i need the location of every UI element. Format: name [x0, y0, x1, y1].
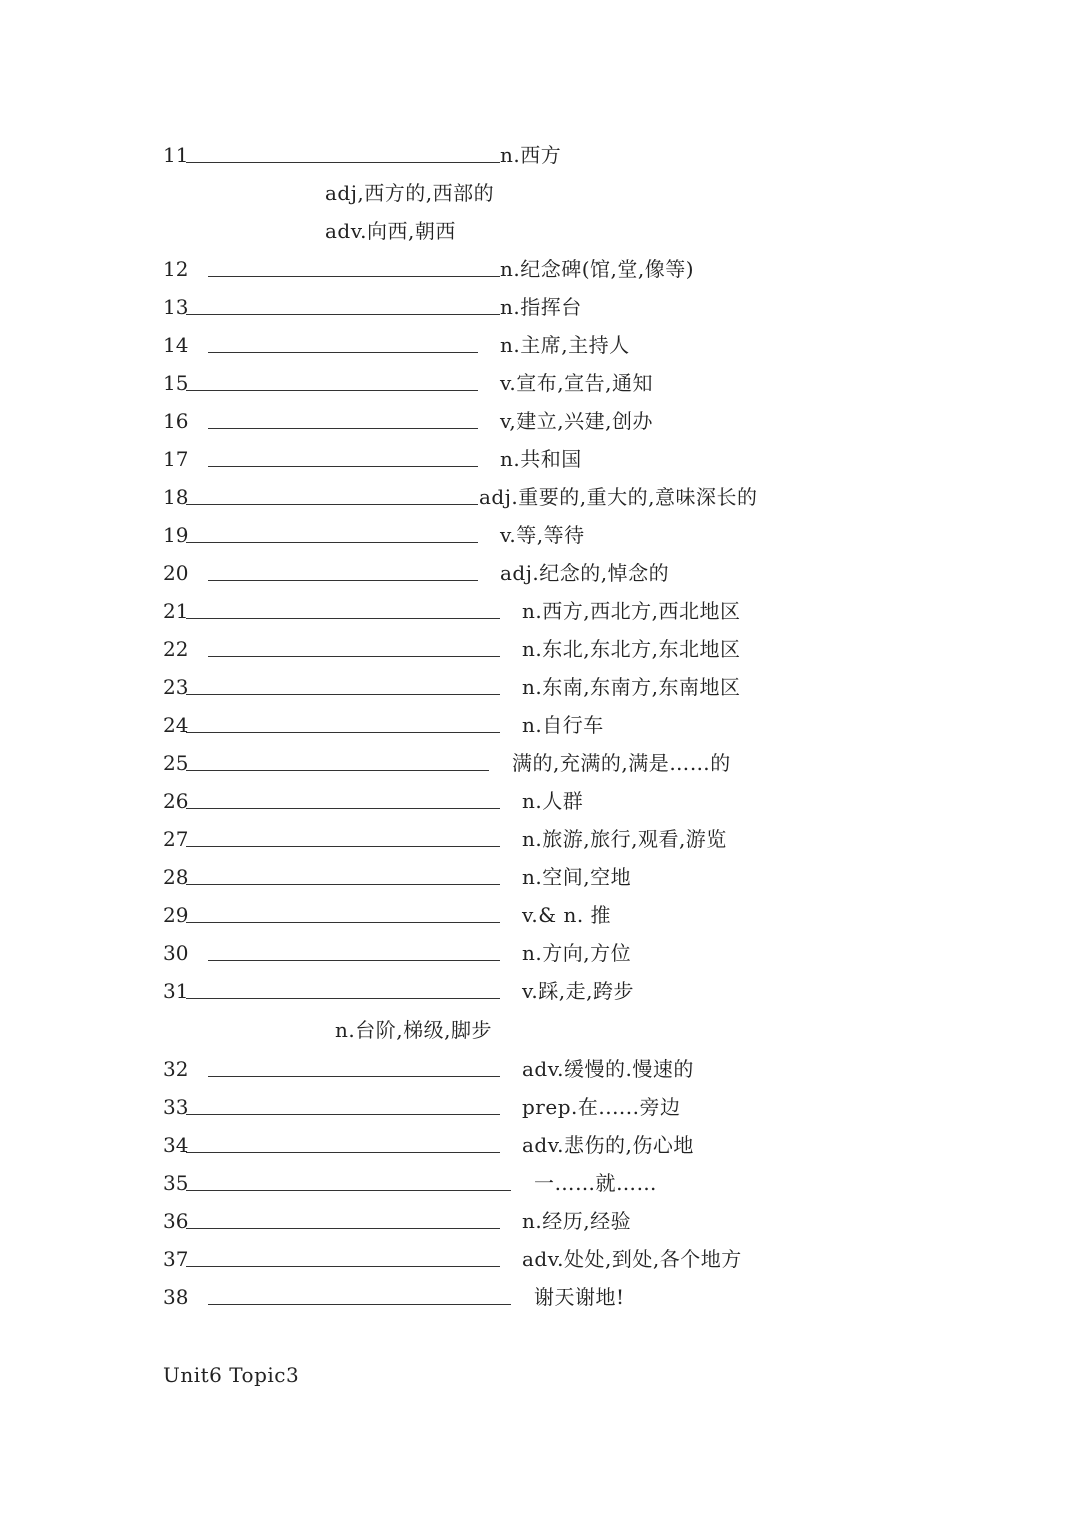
definition: 一……就……: [534, 1171, 657, 1195]
item-number: 13: [163, 295, 189, 319]
item-number: 33: [163, 1095, 189, 1119]
definition: n.东北,东北方,东北地区: [522, 637, 741, 661]
definition: adv.缓慢的.慢速的: [522, 1057, 694, 1081]
answer-blank[interactable]: [208, 276, 500, 277]
definition-extra: adv.向西,朝西: [325, 219, 456, 243]
answer-blank[interactable]: [186, 162, 500, 163]
answer-blank[interactable]: [186, 694, 500, 695]
answer-blank[interactable]: [186, 998, 500, 999]
item-number: 20: [163, 561, 189, 585]
answer-blank[interactable]: [186, 808, 500, 809]
answer-blank[interactable]: [208, 960, 500, 961]
answer-blank[interactable]: [186, 618, 500, 619]
item-number: 27: [163, 827, 189, 851]
definition: n.东南,东南方,东南地区: [522, 675, 741, 699]
item-number: 25: [163, 751, 189, 775]
definition: n.空间,空地: [522, 865, 632, 889]
item-number: 21: [163, 599, 189, 623]
answer-blank[interactable]: [208, 1304, 511, 1305]
answer-blank[interactable]: [208, 656, 500, 657]
item-number: 37: [163, 1247, 189, 1271]
definition: v.等,等待: [500, 523, 585, 547]
answer-blank[interactable]: [208, 352, 478, 353]
answer-blank[interactable]: [208, 466, 478, 467]
answer-blank[interactable]: [186, 390, 478, 391]
definition: n.共和国: [500, 447, 582, 471]
item-number: 32: [163, 1057, 189, 1081]
answer-blank[interactable]: [186, 1114, 500, 1115]
item-number: 17: [163, 447, 189, 471]
item-number: 31: [163, 979, 189, 1003]
section-heading: Unit6 Topic3: [163, 1363, 300, 1387]
definition: v.& n. 推: [522, 903, 612, 927]
definition-extra: n.台阶,梯级,脚步: [335, 1018, 492, 1042]
answer-blank[interactable]: [186, 1266, 500, 1267]
definition: n.人群: [522, 789, 584, 813]
item-number: 36: [163, 1209, 189, 1233]
definition: n.指挥台: [500, 295, 582, 319]
item-number: 19: [163, 523, 189, 547]
answer-blank[interactable]: [208, 428, 478, 429]
item-number: 14: [163, 333, 189, 357]
definition: n.西方: [500, 143, 562, 167]
answer-blank[interactable]: [208, 580, 478, 581]
item-number: 29: [163, 903, 189, 927]
item-number: 15: [163, 371, 189, 395]
item-number: 18: [163, 485, 189, 509]
item-number: 34: [163, 1133, 189, 1157]
item-number: 12: [163, 257, 189, 281]
item-number: 35: [163, 1171, 189, 1195]
answer-blank[interactable]: [186, 770, 489, 771]
answer-blank[interactable]: [186, 1190, 511, 1191]
definition: v,建立,兴建,创办: [500, 409, 653, 433]
item-number: 11: [163, 143, 189, 167]
definition: adv.处处,到处,各个地方: [522, 1247, 742, 1271]
answer-blank[interactable]: [186, 504, 478, 505]
definition: adj.纪念的,悼念的: [500, 561, 670, 585]
item-number: 30: [163, 941, 189, 965]
definition: n.方向,方位: [522, 941, 632, 965]
definition: 谢天谢地!: [534, 1285, 625, 1309]
item-number: 38: [163, 1285, 189, 1309]
item-number: 24: [163, 713, 189, 737]
answer-blank[interactable]: [208, 1076, 500, 1077]
definition: n.西方,西北方,西北地区: [522, 599, 741, 623]
item-number: 26: [163, 789, 189, 813]
definition: n.经历,经验: [522, 1209, 632, 1233]
definition: n.主席,主持人: [500, 333, 630, 357]
definition: v.踩,走,跨步: [522, 979, 634, 1003]
item-number: 16: [163, 409, 189, 433]
answer-blank[interactable]: [186, 732, 500, 733]
item-number: 22: [163, 637, 189, 661]
definition: n.纪念碑(馆,堂,像等): [500, 257, 695, 281]
answer-blank[interactable]: [186, 314, 500, 315]
definition: n.旅游,旅行,观看,游览: [522, 827, 727, 851]
answer-blank[interactable]: [186, 884, 500, 885]
item-number: 23: [163, 675, 189, 699]
definition: adv.悲伤的,伤心地: [522, 1133, 694, 1157]
answer-blank[interactable]: [186, 1228, 500, 1229]
answer-blank[interactable]: [186, 922, 500, 923]
answer-blank[interactable]: [186, 1152, 500, 1153]
definition: n.自行车: [522, 713, 604, 737]
definition: v.宣布,宣告,通知: [500, 371, 653, 395]
answer-blank[interactable]: [186, 846, 500, 847]
answer-blank[interactable]: [186, 542, 478, 543]
definition: prep.在......旁边: [522, 1095, 681, 1119]
item-number: 28: [163, 865, 189, 889]
definition-extra: adj,西方的,西部的: [325, 181, 495, 205]
definition: adj.重要的,重大的,意味深长的: [479, 485, 758, 509]
definition: 满的,充满的,满是……的: [512, 751, 731, 775]
